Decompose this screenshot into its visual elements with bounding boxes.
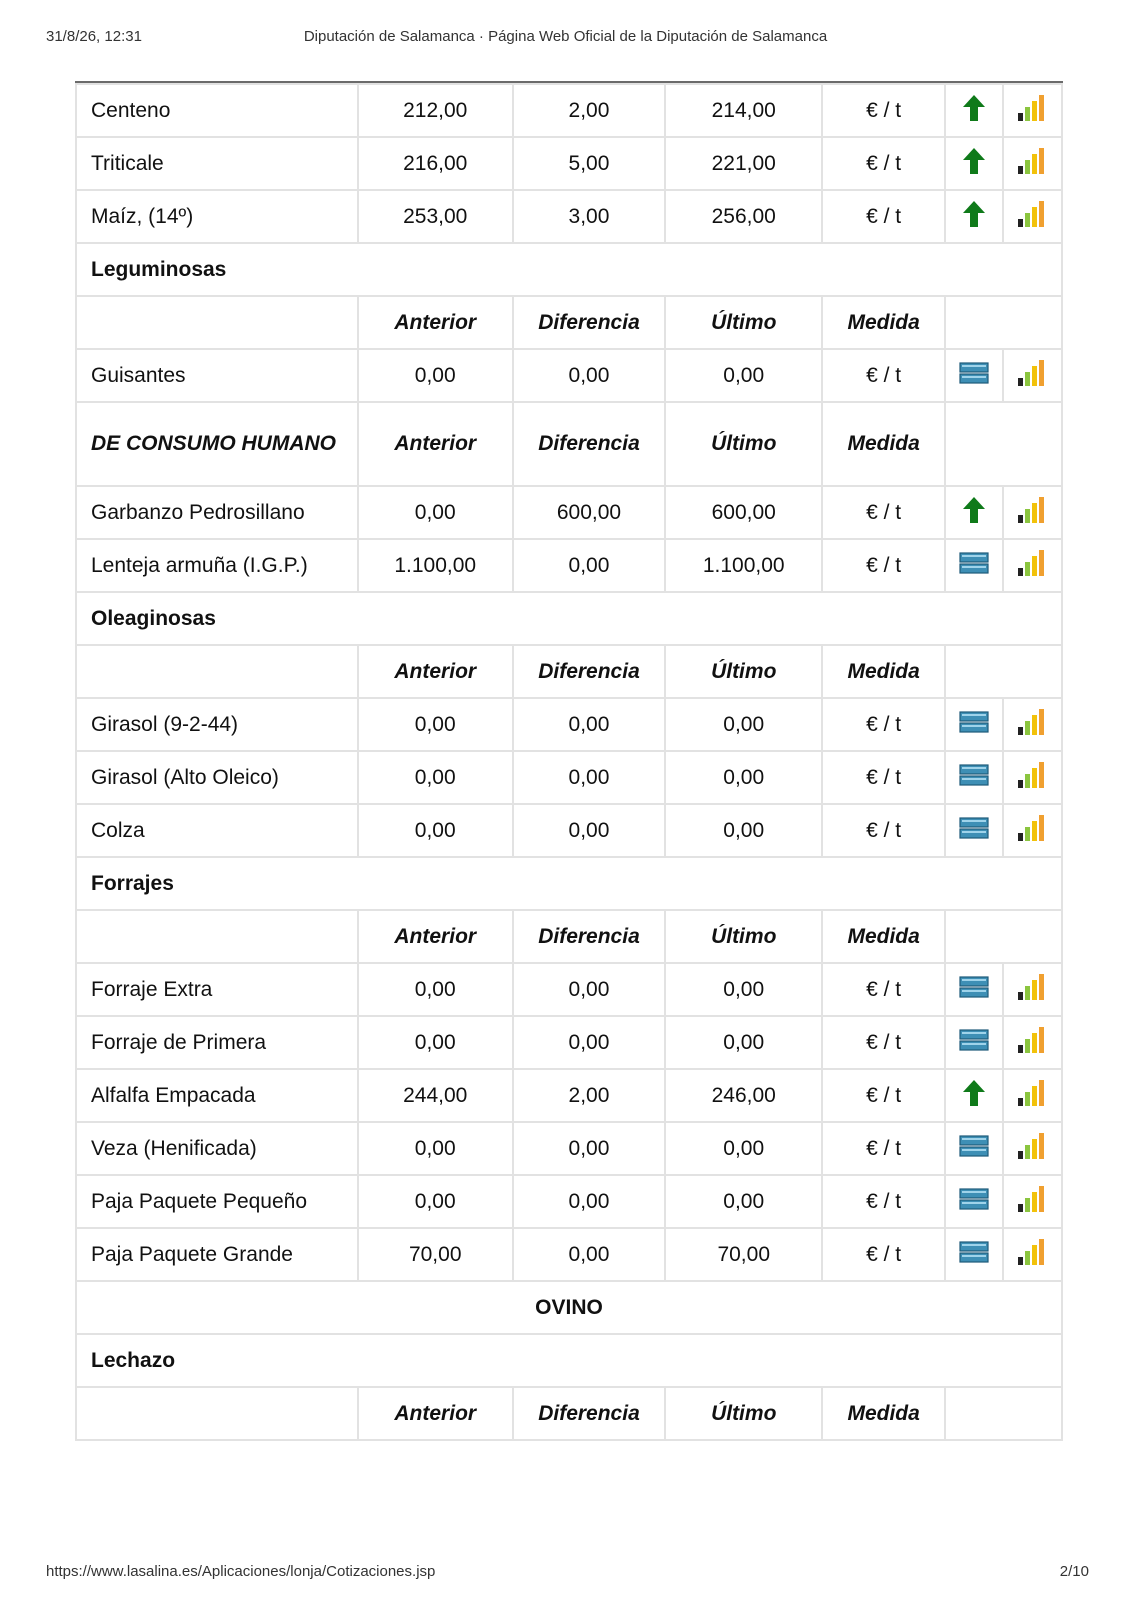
medida-value: € / t [822, 804, 945, 857]
anterior-value: 0,00 [358, 751, 513, 804]
chart-link-cell[interactable] [1003, 84, 1062, 137]
trend-cell [945, 190, 1002, 243]
table-row [76, 698, 1062, 751]
col-header-medida: Medida [822, 296, 945, 349]
trend-cell [945, 963, 1002, 1016]
anterior-value: 0,00 [358, 349, 513, 402]
column-header-row [76, 1387, 1062, 1440]
page-number: 2/10 [1059, 1563, 1089, 1580]
bar-chart-icon[interactable] [1017, 94, 1047, 128]
chart-link-cell[interactable] [1003, 804, 1062, 857]
chart-link-cell[interactable] [1003, 137, 1062, 190]
col-header-medida: Medida [822, 910, 945, 963]
col-header-anterior: Anterior [358, 645, 513, 698]
trend-cell [945, 349, 1002, 402]
anterior-value: 70,00 [358, 1228, 513, 1281]
bar-chart-icon[interactable] [1017, 1238, 1047, 1272]
diferencia-value: 0,00 [513, 539, 666, 592]
product-name: Alfalfa Empacada [76, 1069, 358, 1122]
col-header-ultimo: Último [665, 910, 822, 963]
trend-equal-icon [959, 552, 989, 580]
bar-chart-icon[interactable] [1017, 761, 1047, 795]
product-name: Triticale [76, 137, 358, 190]
table-row [76, 1122, 1062, 1175]
trend-cell [945, 1069, 1002, 1122]
table-row [76, 963, 1062, 1016]
empty-header-cell [76, 645, 358, 698]
table-row [76, 190, 1062, 243]
bar-chart-icon[interactable] [1017, 814, 1047, 848]
bar-chart-icon[interactable] [1017, 1079, 1047, 1113]
col-header-diferencia: Diferencia [513, 1387, 666, 1440]
category-label: Leguminosas [76, 243, 1062, 296]
col-header-diferencia: Diferencia [513, 402, 666, 486]
column-header-row [76, 296, 1062, 349]
col-header-medida: Medida [822, 645, 945, 698]
footer-url: https://www.lasalina.es/Aplicaciones/lonja/Cotizaciones.jsp [46, 1563, 436, 1580]
trend-equal-icon [959, 976, 989, 1004]
diferencia-value: 0,00 [513, 1175, 666, 1228]
col-header-ultimo: Último [665, 296, 822, 349]
chart-link-cell[interactable] [1003, 1016, 1062, 1069]
diferencia-value: 2,00 [513, 1069, 666, 1122]
diferencia-value: 5,00 [513, 137, 666, 190]
ultimo-value: 0,00 [665, 1175, 822, 1228]
product-name: Colza [76, 804, 358, 857]
category-row [76, 592, 1062, 645]
ultimo-value: 70,00 [665, 1228, 822, 1281]
table-row [76, 349, 1062, 402]
category-label: Lechazo [76, 1334, 1062, 1387]
table-row [76, 486, 1062, 539]
col-header-medida: Medida [822, 402, 945, 486]
trend-up-arrow-icon [962, 496, 986, 530]
diferencia-value: 0,00 [513, 1228, 666, 1281]
product-name: Centeno [76, 84, 358, 137]
table-row [76, 137, 1062, 190]
trend-cell [945, 137, 1002, 190]
product-name: Guisantes [76, 349, 358, 402]
product-name: Paja Paquete Pequeño [76, 1175, 358, 1228]
medida-value: € / t [822, 1228, 945, 1281]
table-row [76, 539, 1062, 592]
empty-header-cell [76, 296, 358, 349]
chart-link-cell[interactable] [1003, 486, 1062, 539]
ultimo-value: 0,00 [665, 698, 822, 751]
trend-equal-icon [959, 1241, 989, 1269]
category-row [76, 1334, 1062, 1387]
empty-header-cell [945, 296, 1062, 349]
anterior-value: 0,00 [358, 1122, 513, 1175]
ultimo-value: 221,00 [665, 137, 822, 190]
col-header-anterior: Anterior [358, 296, 513, 349]
col-header-anterior: Anterior [358, 1387, 513, 1440]
table-row [76, 1069, 1062, 1122]
diferencia-value: 0,00 [513, 751, 666, 804]
empty-header-cell [945, 910, 1062, 963]
empty-header-cell [945, 402, 1062, 486]
section-label: OVINO [76, 1281, 1062, 1334]
category-row [76, 243, 1062, 296]
ultimo-value: 256,00 [665, 190, 822, 243]
trend-equal-icon [959, 1029, 989, 1057]
trend-cell [945, 539, 1002, 592]
medida-value: € / t [822, 963, 945, 1016]
trend-equal-icon [959, 1135, 989, 1163]
trend-cell [945, 1175, 1002, 1228]
table-row [76, 804, 1062, 857]
category-label: Forrajes [76, 857, 1062, 910]
diferencia-value: 0,00 [513, 1016, 666, 1069]
col-header-anterior: Anterior [358, 910, 513, 963]
col-header-medida: Medida [822, 1387, 945, 1440]
ultimo-value: 214,00 [665, 84, 822, 137]
trend-equal-icon [959, 764, 989, 792]
medida-value: € / t [822, 698, 945, 751]
trend-up-arrow-icon [962, 1079, 986, 1113]
empty-header-cell [945, 1387, 1062, 1440]
anterior-value: 0,00 [358, 486, 513, 539]
trend-cell [945, 751, 1002, 804]
medida-value: € / t [822, 1016, 945, 1069]
medida-value: € / t [822, 1122, 945, 1175]
col-header-ultimo: Último [665, 402, 822, 486]
table-row [76, 1016, 1062, 1069]
medida-value: € / t [822, 1175, 945, 1228]
diferencia-value: 600,00 [513, 486, 666, 539]
table-row [76, 1175, 1062, 1228]
chart-link-cell[interactable] [1003, 539, 1062, 592]
chart-link-cell[interactable] [1003, 1175, 1062, 1228]
product-name: Paja Paquete Grande [76, 1228, 358, 1281]
ultimo-value: 0,00 [665, 349, 822, 402]
bar-chart-icon[interactable] [1017, 1026, 1047, 1060]
trend-cell [945, 804, 1002, 857]
diferencia-value: 0,00 [513, 963, 666, 1016]
anterior-value: 0,00 [358, 698, 513, 751]
anterior-value: 0,00 [358, 1175, 513, 1228]
product-name: Maíz, (14º) [76, 190, 358, 243]
bar-chart-icon[interactable] [1017, 359, 1047, 393]
subcategory-label: DE CONSUMO HUMANO [76, 402, 358, 486]
ultimo-value: 0,00 [665, 1016, 822, 1069]
quotes-table-container [75, 83, 1063, 1480]
section-row [76, 1281, 1062, 1334]
table-row [76, 1228, 1062, 1281]
product-name: Forraje de Primera [76, 1016, 358, 1069]
column-header-row [76, 910, 1062, 963]
diferencia-value: 0,00 [513, 349, 666, 402]
ultimo-value: 0,00 [665, 751, 822, 804]
trend-equal-icon [959, 711, 989, 739]
page-title: Diputación de Salamanca · Página Web Oficial de la Diputación de Salamanca [303, 28, 828, 45]
col-header-ultimo: Último [665, 1387, 822, 1440]
col-header-diferencia: Diferencia [513, 910, 666, 963]
chart-link-cell[interactable] [1003, 1228, 1062, 1281]
diferencia-value: 0,00 [513, 804, 666, 857]
trend-up-arrow-icon [962, 200, 986, 234]
trend-cell [945, 1228, 1002, 1281]
table-row [76, 751, 1062, 804]
bar-chart-icon[interactable] [1017, 1185, 1047, 1219]
ultimo-value: 0,00 [665, 963, 822, 1016]
column-header-row [76, 645, 1062, 698]
product-name: Girasol (9-2-44) [76, 698, 358, 751]
empty-header-cell [76, 910, 358, 963]
col-header-ultimo: Último [665, 645, 822, 698]
medida-value: € / t [822, 486, 945, 539]
medida-value: € / t [822, 1069, 945, 1122]
diferencia-value: 2,00 [513, 84, 666, 137]
col-header-anterior: Anterior [358, 402, 513, 486]
medida-value: € / t [822, 190, 945, 243]
category-label: Oleaginosas [76, 592, 1062, 645]
bar-chart-icon[interactable] [1017, 1132, 1047, 1166]
bar-chart-icon[interactable] [1017, 147, 1047, 181]
trend-cell [945, 1016, 1002, 1069]
table-row [76, 84, 1062, 137]
col-header-diferencia: Diferencia [513, 296, 666, 349]
medida-value: € / t [822, 137, 945, 190]
product-name: Veza (Henificada) [76, 1122, 358, 1175]
ultimo-value: 246,00 [665, 1069, 822, 1122]
anterior-value: 0,00 [358, 1016, 513, 1069]
trend-equal-icon [959, 362, 989, 390]
anterior-value: 1.100,00 [358, 539, 513, 592]
trend-equal-icon [959, 817, 989, 845]
anterior-value: 212,00 [358, 84, 513, 137]
chart-link-cell[interactable] [1003, 698, 1062, 751]
ultimo-value: 0,00 [665, 1122, 822, 1175]
bar-chart-icon[interactable] [1017, 200, 1047, 234]
column-header-row [76, 402, 1062, 486]
col-header-diferencia: Diferencia [513, 645, 666, 698]
anterior-value: 244,00 [358, 1069, 513, 1122]
medida-value: € / t [822, 84, 945, 137]
bar-chart-icon[interactable] [1017, 973, 1047, 1007]
trend-cell [945, 84, 1002, 137]
diferencia-value: 0,00 [513, 1122, 666, 1175]
product-name: Forraje Extra [76, 963, 358, 1016]
product-name: Garbanzo Pedrosillano [76, 486, 358, 539]
product-name: Lenteja armuña (I.G.P.) [76, 539, 358, 592]
empty-header-cell [76, 1387, 358, 1440]
medida-value: € / t [822, 539, 945, 592]
anterior-value: 216,00 [358, 137, 513, 190]
trend-cell [945, 698, 1002, 751]
bar-chart-icon[interactable] [1017, 708, 1047, 742]
chart-link-cell[interactable] [1003, 349, 1062, 402]
trend-cell [945, 486, 1002, 539]
medida-value: € / t [822, 349, 945, 402]
ultimo-value: 0,00 [665, 804, 822, 857]
trend-up-arrow-icon [962, 94, 986, 128]
print-datetime: 31/8/26, 12:31 [46, 28, 142, 45]
bar-chart-icon[interactable] [1017, 496, 1047, 530]
chart-link-cell[interactable] [1003, 963, 1062, 1016]
ultimo-value: 600,00 [665, 486, 822, 539]
diferencia-value: 3,00 [513, 190, 666, 243]
anterior-value: 253,00 [358, 190, 513, 243]
chart-link-cell[interactable] [1003, 1069, 1062, 1122]
diferencia-value: 0,00 [513, 698, 666, 751]
trend-up-arrow-icon [962, 147, 986, 181]
trend-equal-icon [959, 1188, 989, 1216]
chart-link-cell[interactable] [1003, 1122, 1062, 1175]
quotes-table [75, 83, 1063, 1441]
ultimo-value: 1.100,00 [665, 539, 822, 592]
chart-link-cell[interactable] [1003, 751, 1062, 804]
chart-link-cell[interactable] [1003, 190, 1062, 243]
bar-chart-icon[interactable] [1017, 549, 1047, 583]
category-row [76, 857, 1062, 910]
anterior-value: 0,00 [358, 804, 513, 857]
empty-header-cell [945, 645, 1062, 698]
anterior-value: 0,00 [358, 963, 513, 1016]
product-name: Girasol (Alto Oleico) [76, 751, 358, 804]
trend-cell [945, 1122, 1002, 1175]
medida-value: € / t [822, 751, 945, 804]
